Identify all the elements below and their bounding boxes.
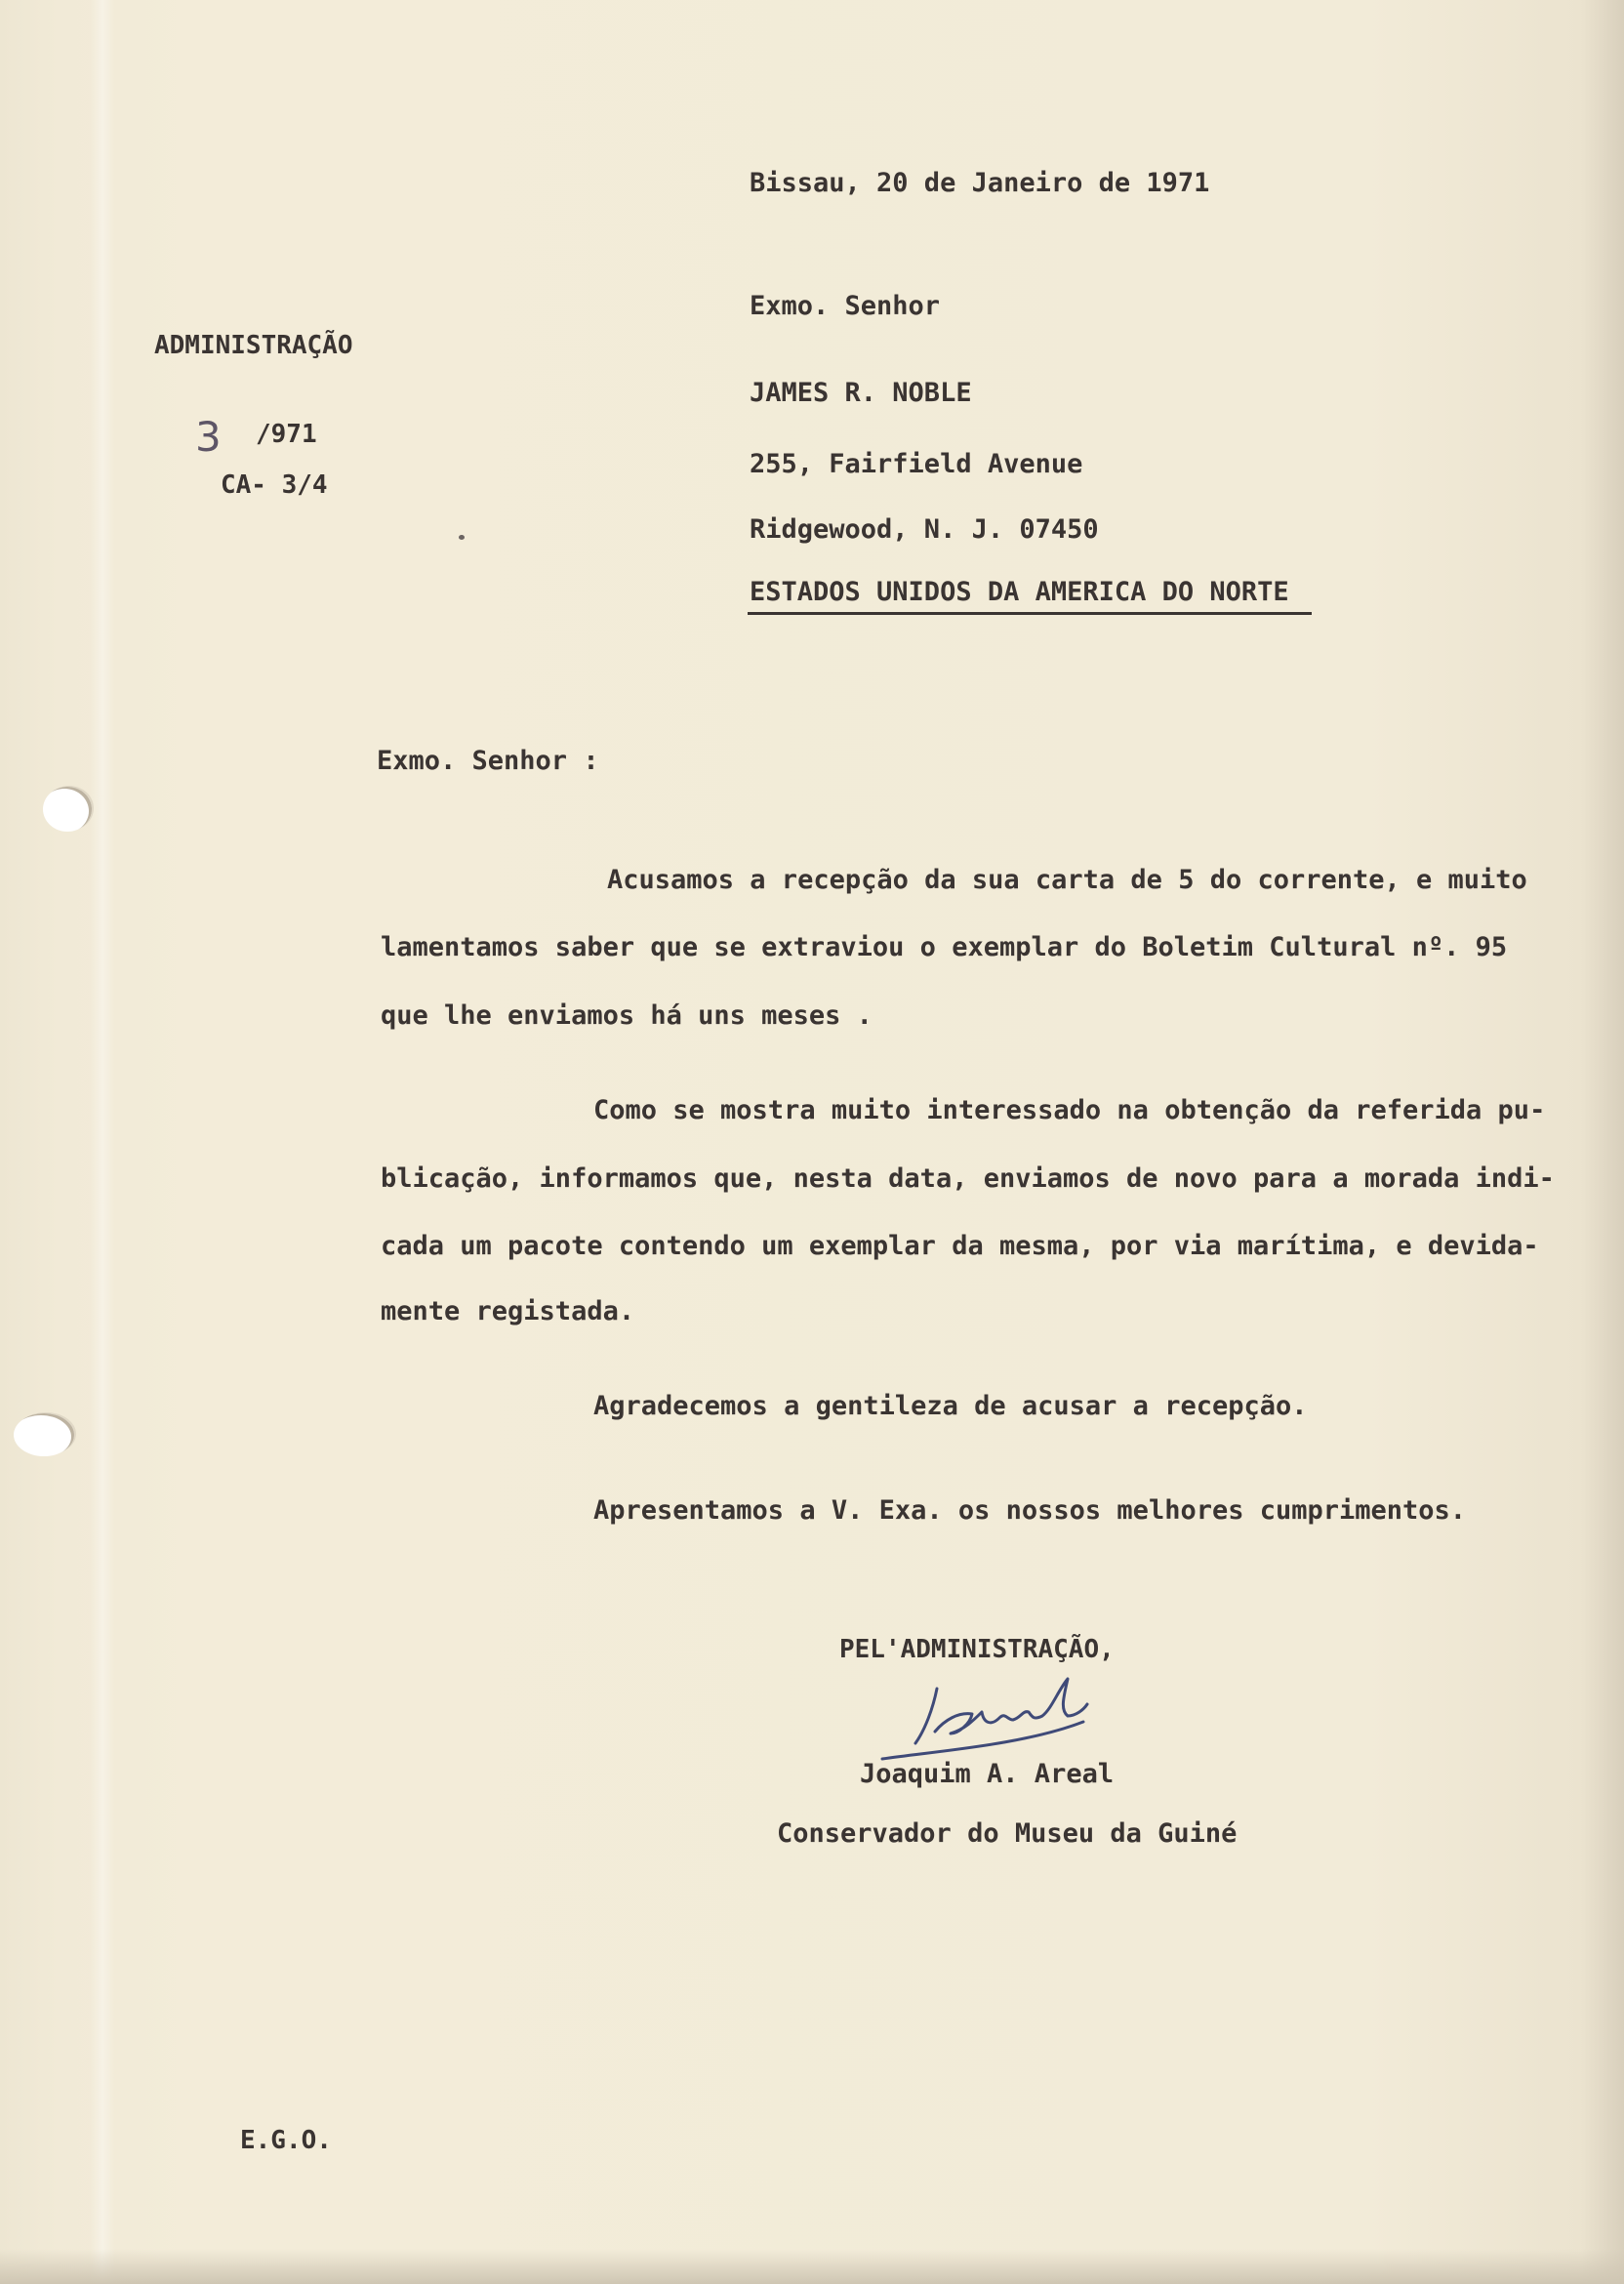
ref-code: CA- 3/4 xyxy=(221,470,328,500)
recipient-city: Ridgewood, N. J. 07450 xyxy=(750,514,1099,545)
place-date: Bissau, 20 de Janeiro de 1971 xyxy=(750,168,1210,198)
paper-edge-highlight xyxy=(90,0,115,2284)
ink-speck xyxy=(459,535,465,540)
handwritten-ref-number: 3 xyxy=(195,413,222,461)
closing: Apresentamos a V. Exa. os nossos melhores cumprimentos. xyxy=(593,1495,1467,1526)
recipient-country: ESTADOS UNIDOS DA AMERICA DO NORTE xyxy=(750,577,1289,607)
handwritten-signature xyxy=(876,1661,1120,1769)
paragraph2-line2: blicação, informamos que, nesta data, enviamos de novo para a morada indi- xyxy=(381,1163,1555,1194)
paragraph2-line4: mente registada. xyxy=(381,1296,635,1326)
ref-year: /971 xyxy=(256,420,317,449)
recipient-street: 255, Fairfield Avenue xyxy=(750,449,1083,479)
recipient-country-underline xyxy=(748,612,1312,615)
punch-hole-top xyxy=(43,787,92,832)
signer-title: Conservador do Museu da Guiné xyxy=(777,1818,1238,1849)
paragraph2-line1: Como se mostra muito interessado na obtenção da referida pu- xyxy=(593,1095,1546,1125)
paragraph1-line2: lamentamos saber que se extraviou o exemplar do Boletim Cultural nº. 95 xyxy=(381,932,1508,962)
administration-label: ADMINISTRAÇÃO xyxy=(154,331,353,360)
paragraph2-line3: cada um pacote contendo um exemplar da mesma, por via marítima, e devida- xyxy=(381,1231,1539,1261)
paragraph1-line1: Acusamos a recepção da sua carta de 5 do corrente, e muito xyxy=(607,865,1527,895)
greeting: Exmo. Senhor : xyxy=(377,746,599,776)
punch-hole-bottom xyxy=(14,1413,74,1456)
signer-name: Joaquim A. Areal xyxy=(860,1759,1115,1789)
paragraph1-line3: que lhe enviamos há uns meses . xyxy=(381,1000,873,1031)
typist-initials: E.G.O. xyxy=(240,2126,332,2155)
paragraph3: Agradecemos a gentileza de acusar a recepção. xyxy=(593,1391,1308,1421)
recipient-salutation: Exmo. Senhor xyxy=(750,291,941,321)
signature-for-label: PEL'ADMINISTRAÇÃO, xyxy=(839,1635,1115,1664)
recipient-name: JAMES R. NOBLE xyxy=(750,378,972,408)
